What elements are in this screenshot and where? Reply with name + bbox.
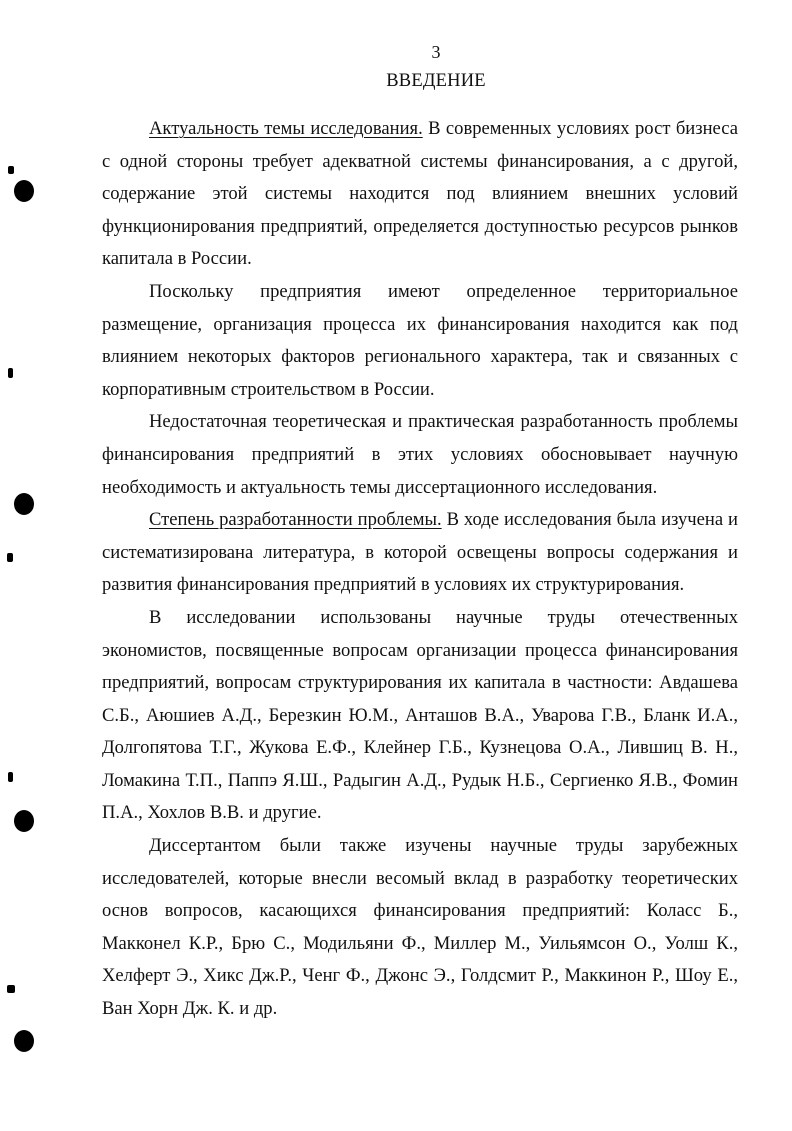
paragraph-foreign-researchers: Диссертантом были также изучены научные труды зарубежных исследователей, которые внесли весомый вклад в разработку теоретических основ вопросов, касающихся финансирования предприятий: Коласс Б., Макконел К.Р., Брю С., Модильяни Ф., Миллер М., Уильямсон О., Уолш К., Хелферт Э., Хикс Дж.Р., Ченг Ф., Джонс Э., Голдсмит Р., Маккинон Р., Шоу Е., Ван Хорн Дж. К. и др.: [102, 835, 738, 1020]
development-degree-heading: Степень разработанности проблемы.: [149, 509, 442, 531]
scan-speck-4: [8, 772, 13, 782]
page-number: 3: [431, 42, 441, 62]
paragraph-insufficient: Недостаточная теоретическая и практическая разработанность проблемы финансирования предприятий в этих условиях обосновывает научную необходимость и актуальность темы диссертационного исследования.: [102, 411, 738, 498]
punch-hole-2: [14, 493, 34, 515]
punch-hole-1: [14, 180, 34, 202]
punch-hole-4: [14, 1030, 34, 1052]
scan-speck-3: [7, 553, 13, 562]
scan-speck-5: [7, 985, 15, 993]
paragraph-development-degree: [102, 504, 738, 602]
paragraph-territorial: Поскольку предприятия имеют определенное территориальное размещение, организация процесса их финансирования находится как под влиянием некоторых факторов регионального характера, так и связанных с корпоративным строительством в России.: [102, 280, 738, 400]
relevance-heading: Актуальность темы исследования.: [149, 118, 423, 139]
document-body: [102, 113, 738, 1026]
relevance-text: В современных условиях рост бизнеса с одной стороны требует адекватной системы финансирования, а с другой, содержание этой системы находится под влиянием внешних условий функционирования предприятий, определяется доступностью ресурсов рынков капитала в России.: [102, 118, 738, 270]
punch-hole-3: [14, 810, 34, 832]
development-degree-text: В ходе исследования была изучена и систематизирована литература, в которой освещены вопросы содержания и развития финансирования предприятий в условиях их структурирования.: [102, 509, 739, 596]
scan-speck-1: [8, 166, 14, 174]
paragraph-domestic-economists: В исследовании использованы научные труды отечественных экономистов, посвященные вопросам организации процесса финансирования предприятий, вопросам структурирования их капитала в частности: Авдашева С.Б., Аюшиев А.Д., Березкин Ю.М., Анташов В.А., Уварова Г.В., Бланк И.А., Долгопятова Т.Г., Жукова Е.Ф., Клейнер Г.Б., Кузнецова О.А., Лившиц В. Н., Ломакина Т.П., Паппэ Я.Ш., Радыгин А.Д., Рудык Н.Б., Сергиенко Я.В., Фомин П.А., Хохлов В.В. и другие.: [102, 606, 738, 824]
page-title: ВВЕДЕНИЕ: [386, 71, 486, 91]
paragraph-relevance: [102, 113, 738, 276]
scan-speck-2: [8, 368, 13, 378]
